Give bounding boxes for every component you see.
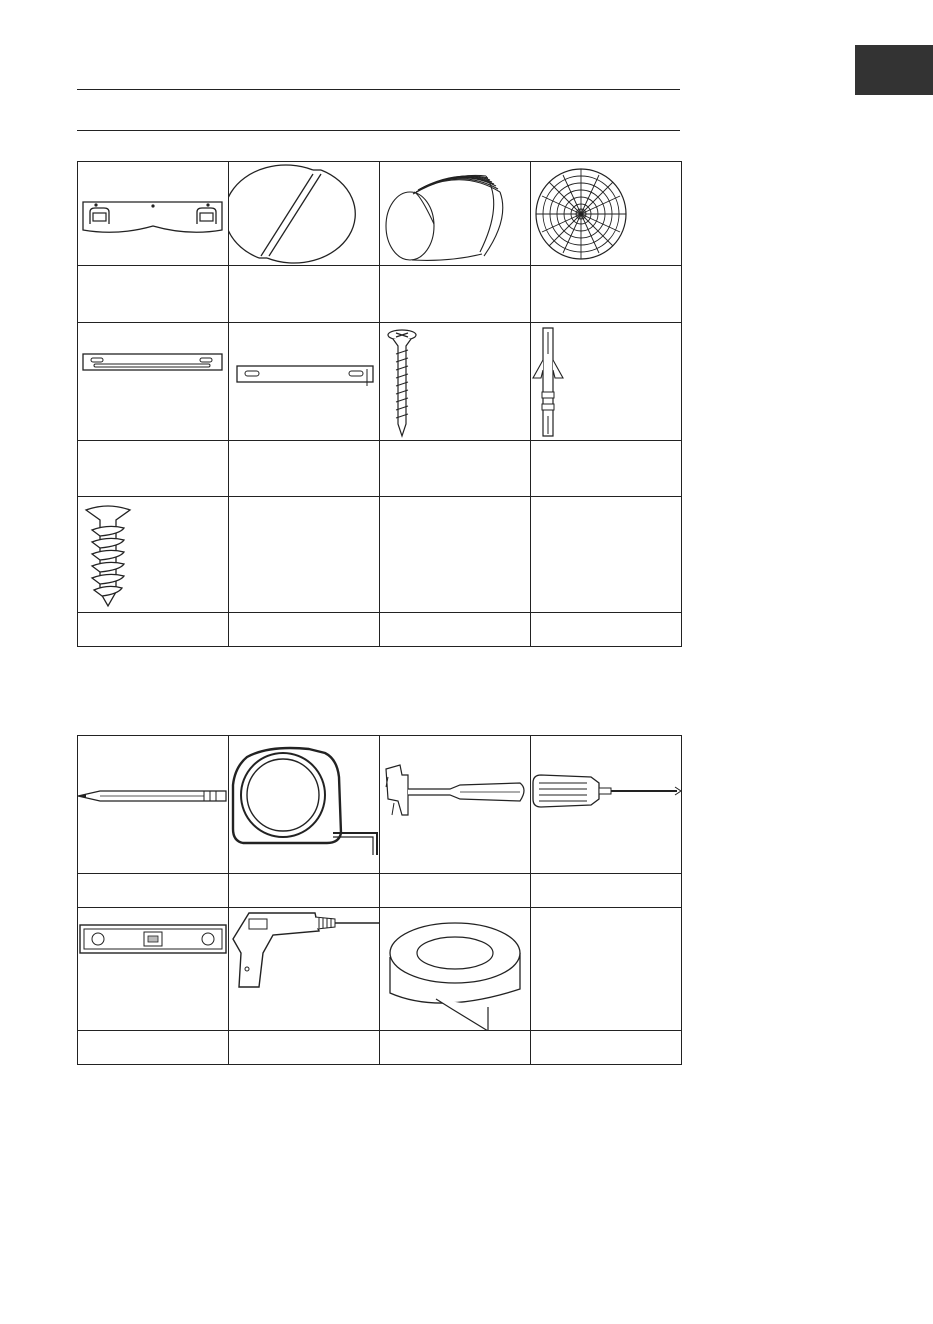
bracket-icon xyxy=(78,164,228,264)
part-cell xyxy=(380,323,531,441)
tool-cell-empty xyxy=(531,908,682,1031)
part-cell xyxy=(78,497,229,613)
parts-table xyxy=(77,161,682,647)
part-caption xyxy=(531,441,682,497)
part-caption xyxy=(78,266,229,323)
part-cell-empty xyxy=(380,497,531,613)
part-cell xyxy=(229,323,380,441)
part-caption xyxy=(531,266,682,323)
header-rule-top xyxy=(77,89,680,90)
header-rule-bottom xyxy=(77,130,680,131)
part-cell xyxy=(380,162,531,266)
rail-long-icon xyxy=(78,324,228,440)
part-cell xyxy=(531,162,682,266)
tool-caption xyxy=(78,874,229,908)
tool-caption xyxy=(380,874,531,908)
part-cell xyxy=(229,162,380,266)
tool-cell xyxy=(380,908,531,1031)
tool-caption xyxy=(531,1031,682,1065)
part-caption xyxy=(229,441,380,497)
part-caption xyxy=(229,613,380,647)
tool-cell xyxy=(78,736,229,874)
tool-caption xyxy=(229,874,380,908)
tool-caption xyxy=(78,1031,229,1065)
language-tab xyxy=(855,45,933,95)
hose-icon xyxy=(380,164,530,264)
drill-icon xyxy=(229,909,379,1030)
tape-measure-icon xyxy=(229,737,379,873)
spirit-level-icon xyxy=(78,909,228,1030)
part-cell xyxy=(78,162,229,266)
part-caption xyxy=(78,441,229,497)
fan-grille-icon xyxy=(531,164,681,264)
part-cell-empty xyxy=(229,497,380,613)
part-caption xyxy=(78,613,229,647)
screwdriver-icon xyxy=(531,737,681,873)
tool-cell xyxy=(380,736,531,874)
tool-cell xyxy=(78,908,229,1031)
split-ring-icon xyxy=(229,164,379,264)
tool-cell xyxy=(531,736,682,874)
rail-short-icon xyxy=(229,324,379,440)
tool-caption xyxy=(531,874,682,908)
part-caption xyxy=(229,266,380,323)
wall-plug-icon xyxy=(531,324,681,440)
tool-caption xyxy=(380,1031,531,1065)
part-cell xyxy=(78,323,229,441)
part-caption xyxy=(380,266,531,323)
tools-table xyxy=(77,735,682,1065)
part-cell xyxy=(531,323,682,441)
pencil-icon xyxy=(78,737,228,873)
hammer-icon xyxy=(380,737,530,873)
screw-icon xyxy=(380,324,530,440)
part-caption xyxy=(531,613,682,647)
tape-roll-icon xyxy=(380,909,530,1030)
tool-caption xyxy=(229,1031,380,1065)
part-caption xyxy=(380,441,531,497)
part-cell-empty xyxy=(531,497,682,613)
short-screw-icon xyxy=(78,498,228,612)
tool-cell xyxy=(229,736,380,874)
part-caption xyxy=(380,613,531,647)
tool-cell xyxy=(229,908,380,1031)
